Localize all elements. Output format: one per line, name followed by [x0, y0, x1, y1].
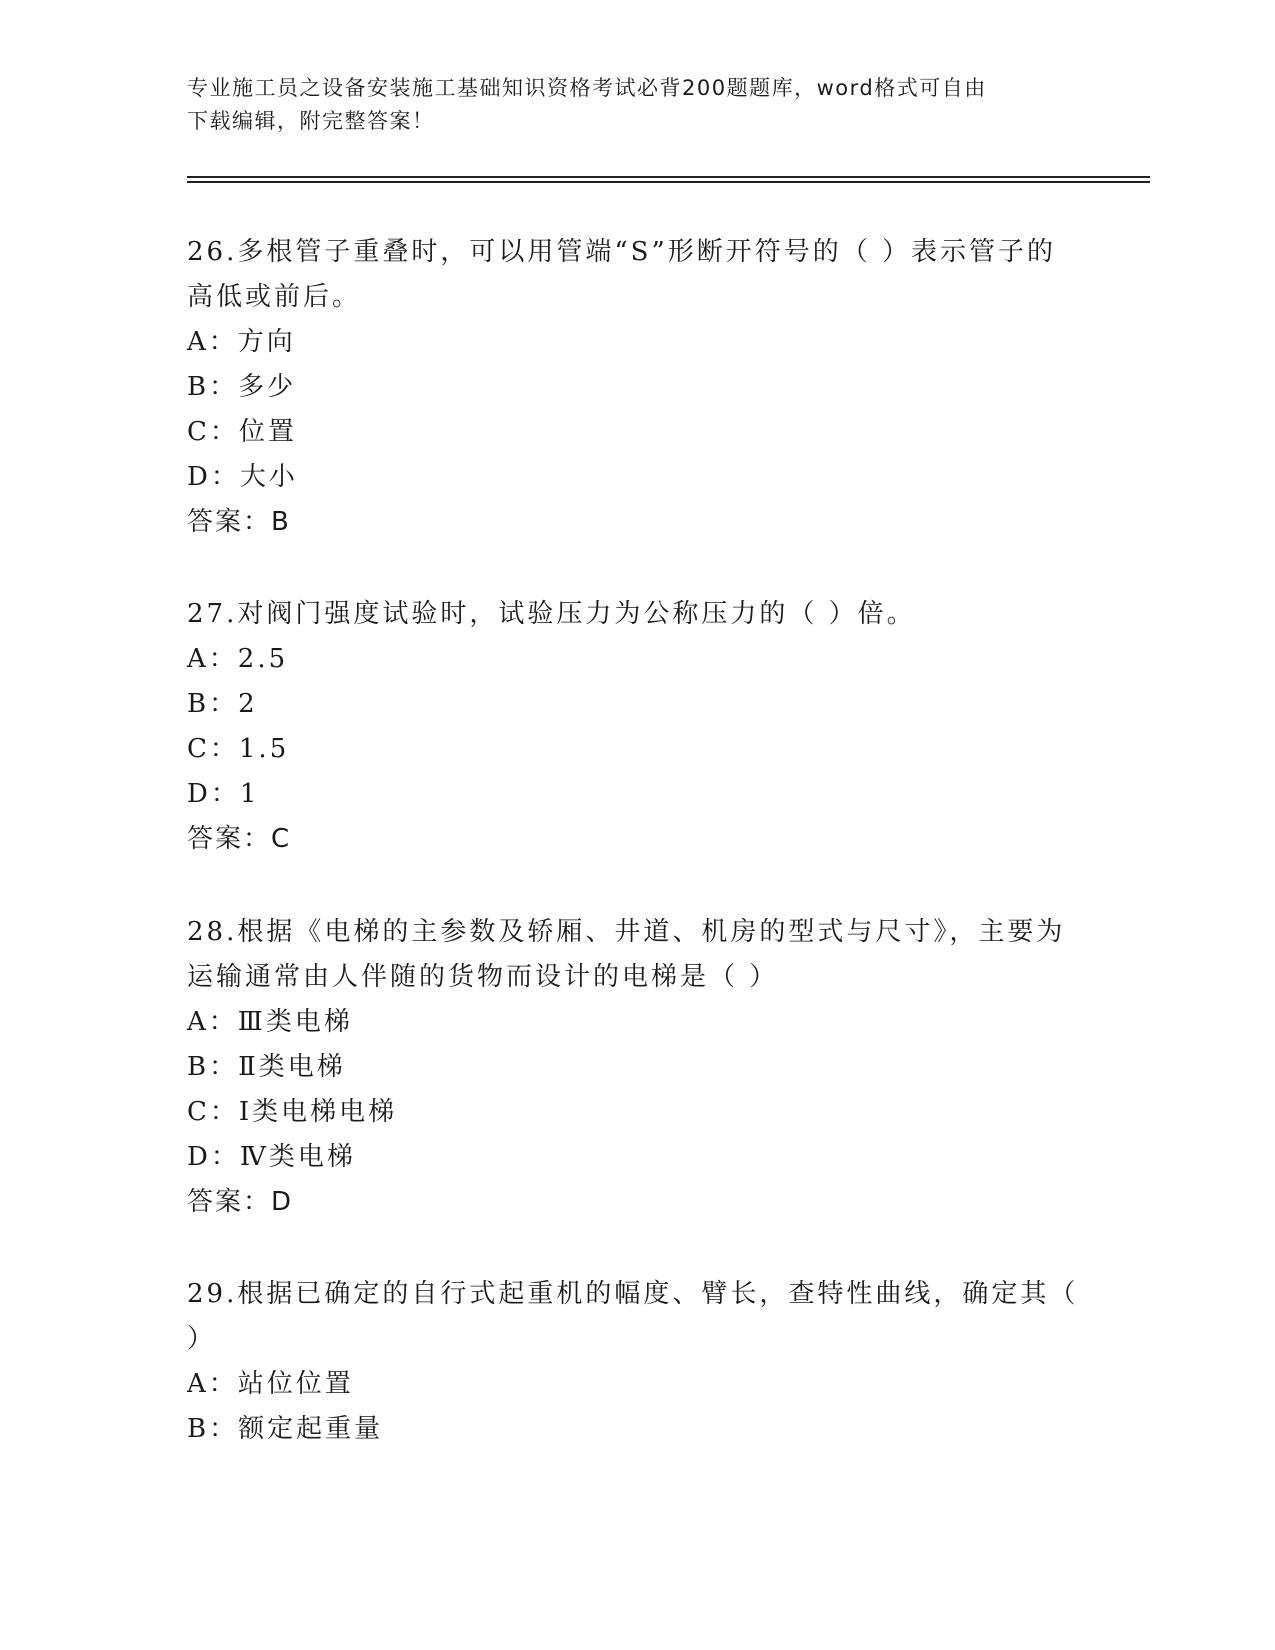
header-divider-bottom	[187, 181, 1150, 183]
option-d: D：Ⅳ类电梯	[187, 1142, 356, 1172]
answer: 答案：C	[187, 824, 292, 854]
header-line-1: 专业施工员之设备安装施工基础知识资格考试必背200题题库，word格式可自由	[187, 76, 987, 100]
option-a: A：Ⅲ类电梯	[187, 1007, 353, 1037]
header-line-2: 下载编辑，附完整答案！	[187, 109, 435, 133]
option-d: D：大小	[187, 462, 298, 492]
option-b: B：额定起重量	[187, 1414, 384, 1444]
option-b: B：Ⅱ类电梯	[187, 1052, 346, 1082]
header-divider-top	[187, 176, 1150, 178]
option-d: D：1	[187, 779, 260, 809]
question-stem-line-1: 27.对阀门强度试验时，试验压力为公称压力的（ ）倍。	[187, 599, 916, 629]
option-c: C：Ⅰ类电梯电梯	[187, 1097, 398, 1127]
question-stem-line-2: ）	[187, 1324, 217, 1354]
question-26	[187, 230, 1087, 545]
question-28	[187, 910, 1087, 1225]
option-a: A：方向	[187, 327, 296, 357]
question-stem-line-1: 28.根据《电梯的主参数及轿厢、井道、机房的型式与尺寸》，主要为	[187, 917, 1066, 947]
question-27	[187, 592, 1087, 862]
option-a: A：2.5	[187, 644, 289, 674]
question-stem-line-2: 高低或前后。	[187, 282, 362, 312]
option-c: C：位置	[187, 417, 297, 447]
document-header	[187, 72, 1067, 138]
option-b: B：2	[187, 689, 258, 719]
option-a: A：站位位置	[187, 1369, 354, 1399]
question-29	[187, 1272, 1087, 1452]
option-c: C：1.5	[187, 734, 290, 764]
question-stem-line-1: 29.根据已确定的自行式起重机的幅度、臂长，查特性曲线，确定其（	[187, 1279, 1079, 1309]
question-stem-line-2: 运输通常由人伴随的货物而设计的电梯是（ ）	[187, 962, 779, 992]
question-stem-line-1: 26.多根管子重叠时，可以用管端“S”形断开符号的（ ）表示管子的	[187, 237, 1057, 267]
answer: 答案：B	[187, 507, 291, 537]
option-b: B：多少	[187, 372, 297, 402]
answer: 答案：D	[187, 1187, 294, 1217]
